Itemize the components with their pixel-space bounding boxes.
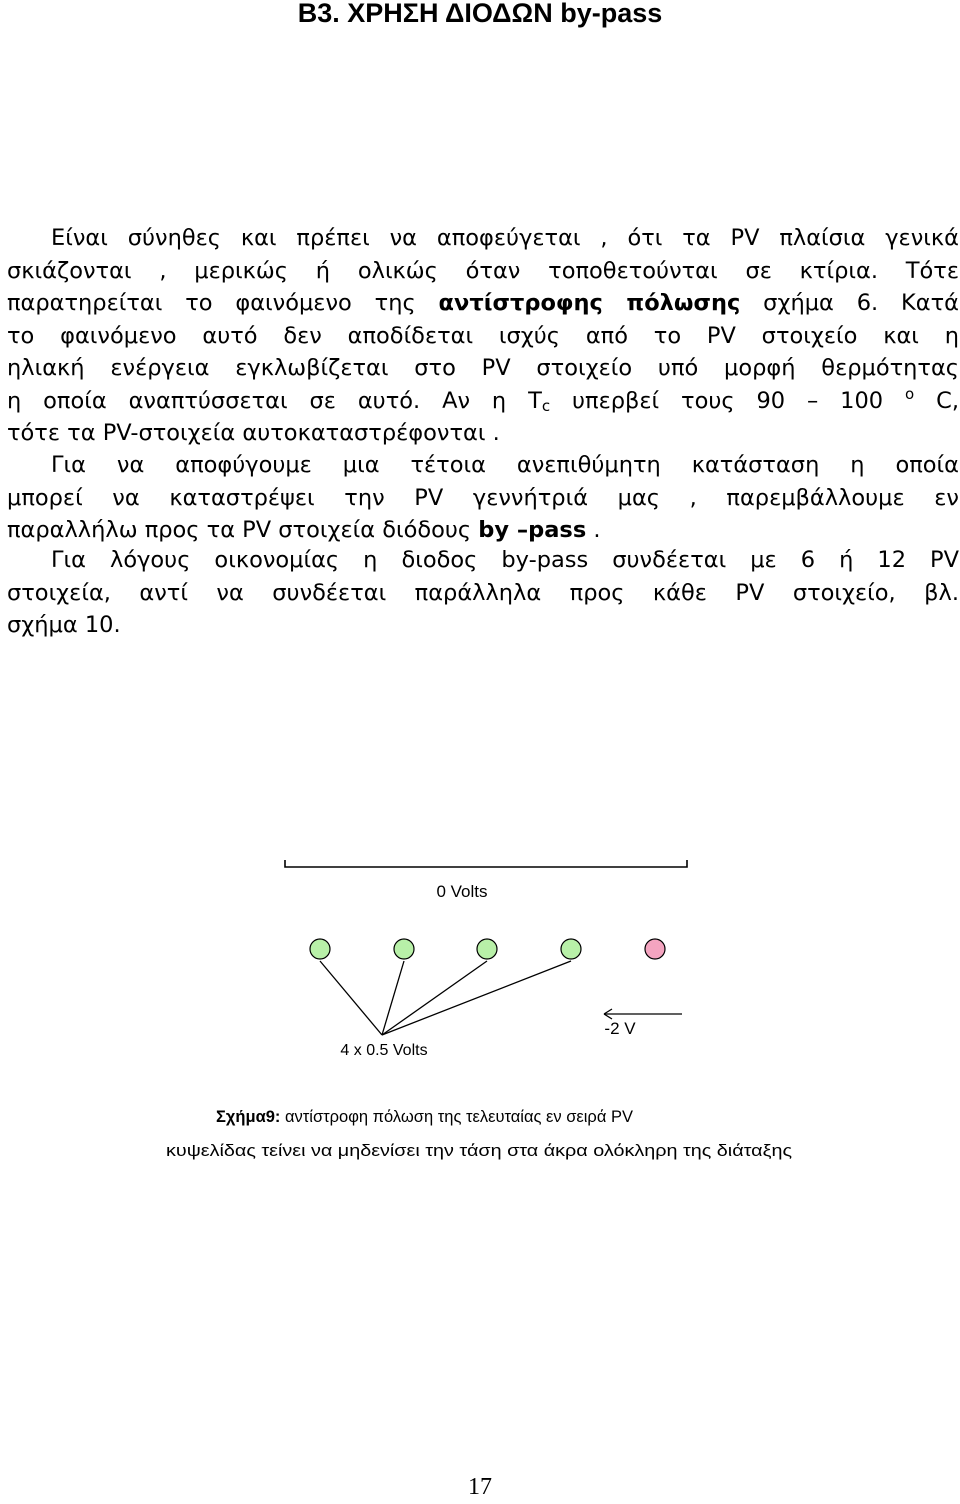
text-line: το φαινόμενο αυτό δεν αποδίδεται ισχύς από το PV στοιχείο και η [7, 322, 959, 349]
pointer-line [320, 961, 382, 1035]
pv-cell [394, 939, 414, 959]
text-line: η οποία αναπτύσσεται σε αυτό. Αν η $T_c$ υπερβεί τους 90 – 100 $^o$ C, [7, 384, 960, 415]
text-line: παρατηρείται το φαινόμενο της αντίστροφης πόλωσης σχήμα 6. Κατά [7, 290, 959, 316]
section-heading: Β3. ΧΡΗΣΗ ΔΙΟΔΩΝ by-pass [297, 0, 663, 28]
pointer-line [382, 961, 404, 1035]
pv-cell [561, 939, 581, 959]
text-line: μπορεί να καταστρέψει την PV γεννήτριά μας , παρεμβάλλουμε εν [7, 484, 959, 511]
cells-voltage-label: 4 x 0.5 Volts [340, 1042, 428, 1059]
figure-caption-line1: Σχήμα9: αντίστροφη πόλωση της τελευταίας εν σειρά PV [216, 1108, 633, 1126]
pv-cell-row [310, 939, 665, 959]
reverse-voltage-label: -2 V [604, 1019, 636, 1038]
pointer-line [382, 961, 487, 1035]
pv-cell [477, 939, 497, 959]
text-line: Για λόγους οικονομίας η διοδος by-pass συνδέεται με 6 ή 12 PV [51, 547, 959, 573]
paragraph-bypass-diodes [7, 449, 959, 547]
text-line: τότε τα PV-στοιχεία αυτοκαταστρέφονται . [7, 420, 500, 446]
text-line: σχήμα 10. [7, 612, 121, 638]
figure-reverse-bias-diagram [0, 860, 960, 1180]
pv-cell [310, 939, 330, 959]
text-line: στοιχεία, αντί να συνδέεται παράλληλα προς κάθε PV στοιχείο, βλ. [7, 579, 959, 606]
text-line: Είναι σύνηθες και πρέπει να αποφεύγεται , ότι τα PV πλαίσια γενικά [51, 225, 959, 251]
text-line: παραλλήλω προς τα PV στοιχεία διόδους by –pass . [7, 517, 601, 543]
top-voltage-label: 0 Volts [436, 882, 488, 901]
page-number: 17 [468, 1474, 492, 1500]
text-line: Για να αποφύγουμε μια τέτοια ανεπιθύμητη κατάσταση η οποία [51, 452, 959, 478]
text-line: ηλιακή ενέργεια εγκλωβίζεται στο PV στοιχείο υπό μορφή θερμότητας [7, 355, 959, 381]
top-bracket [285, 860, 687, 867]
term-bypass: by –pass [478, 517, 587, 543]
pointer-line [382, 961, 571, 1035]
paragraph-reverse-bias [7, 222, 959, 450]
cell-voltage-pointers [320, 961, 571, 1035]
figure-number: Σχήμα9: [216, 1108, 281, 1126]
figure-caption-line2: κυψελίδας τείνει να μηδενίσει την τάση στα άκρα ολόκληρη της διάταξης [166, 1142, 793, 1160]
paragraph-economy [7, 544, 959, 642]
pv-cell-reverse-biased [645, 939, 665, 959]
text-line: σκιάζονται , μερικώς ή ολικώς όταν τοποθετούνται σε κτίρια. Τότε [7, 257, 959, 284]
term-reverse-bias: αντίστροφης πόλωσης [438, 290, 741, 316]
